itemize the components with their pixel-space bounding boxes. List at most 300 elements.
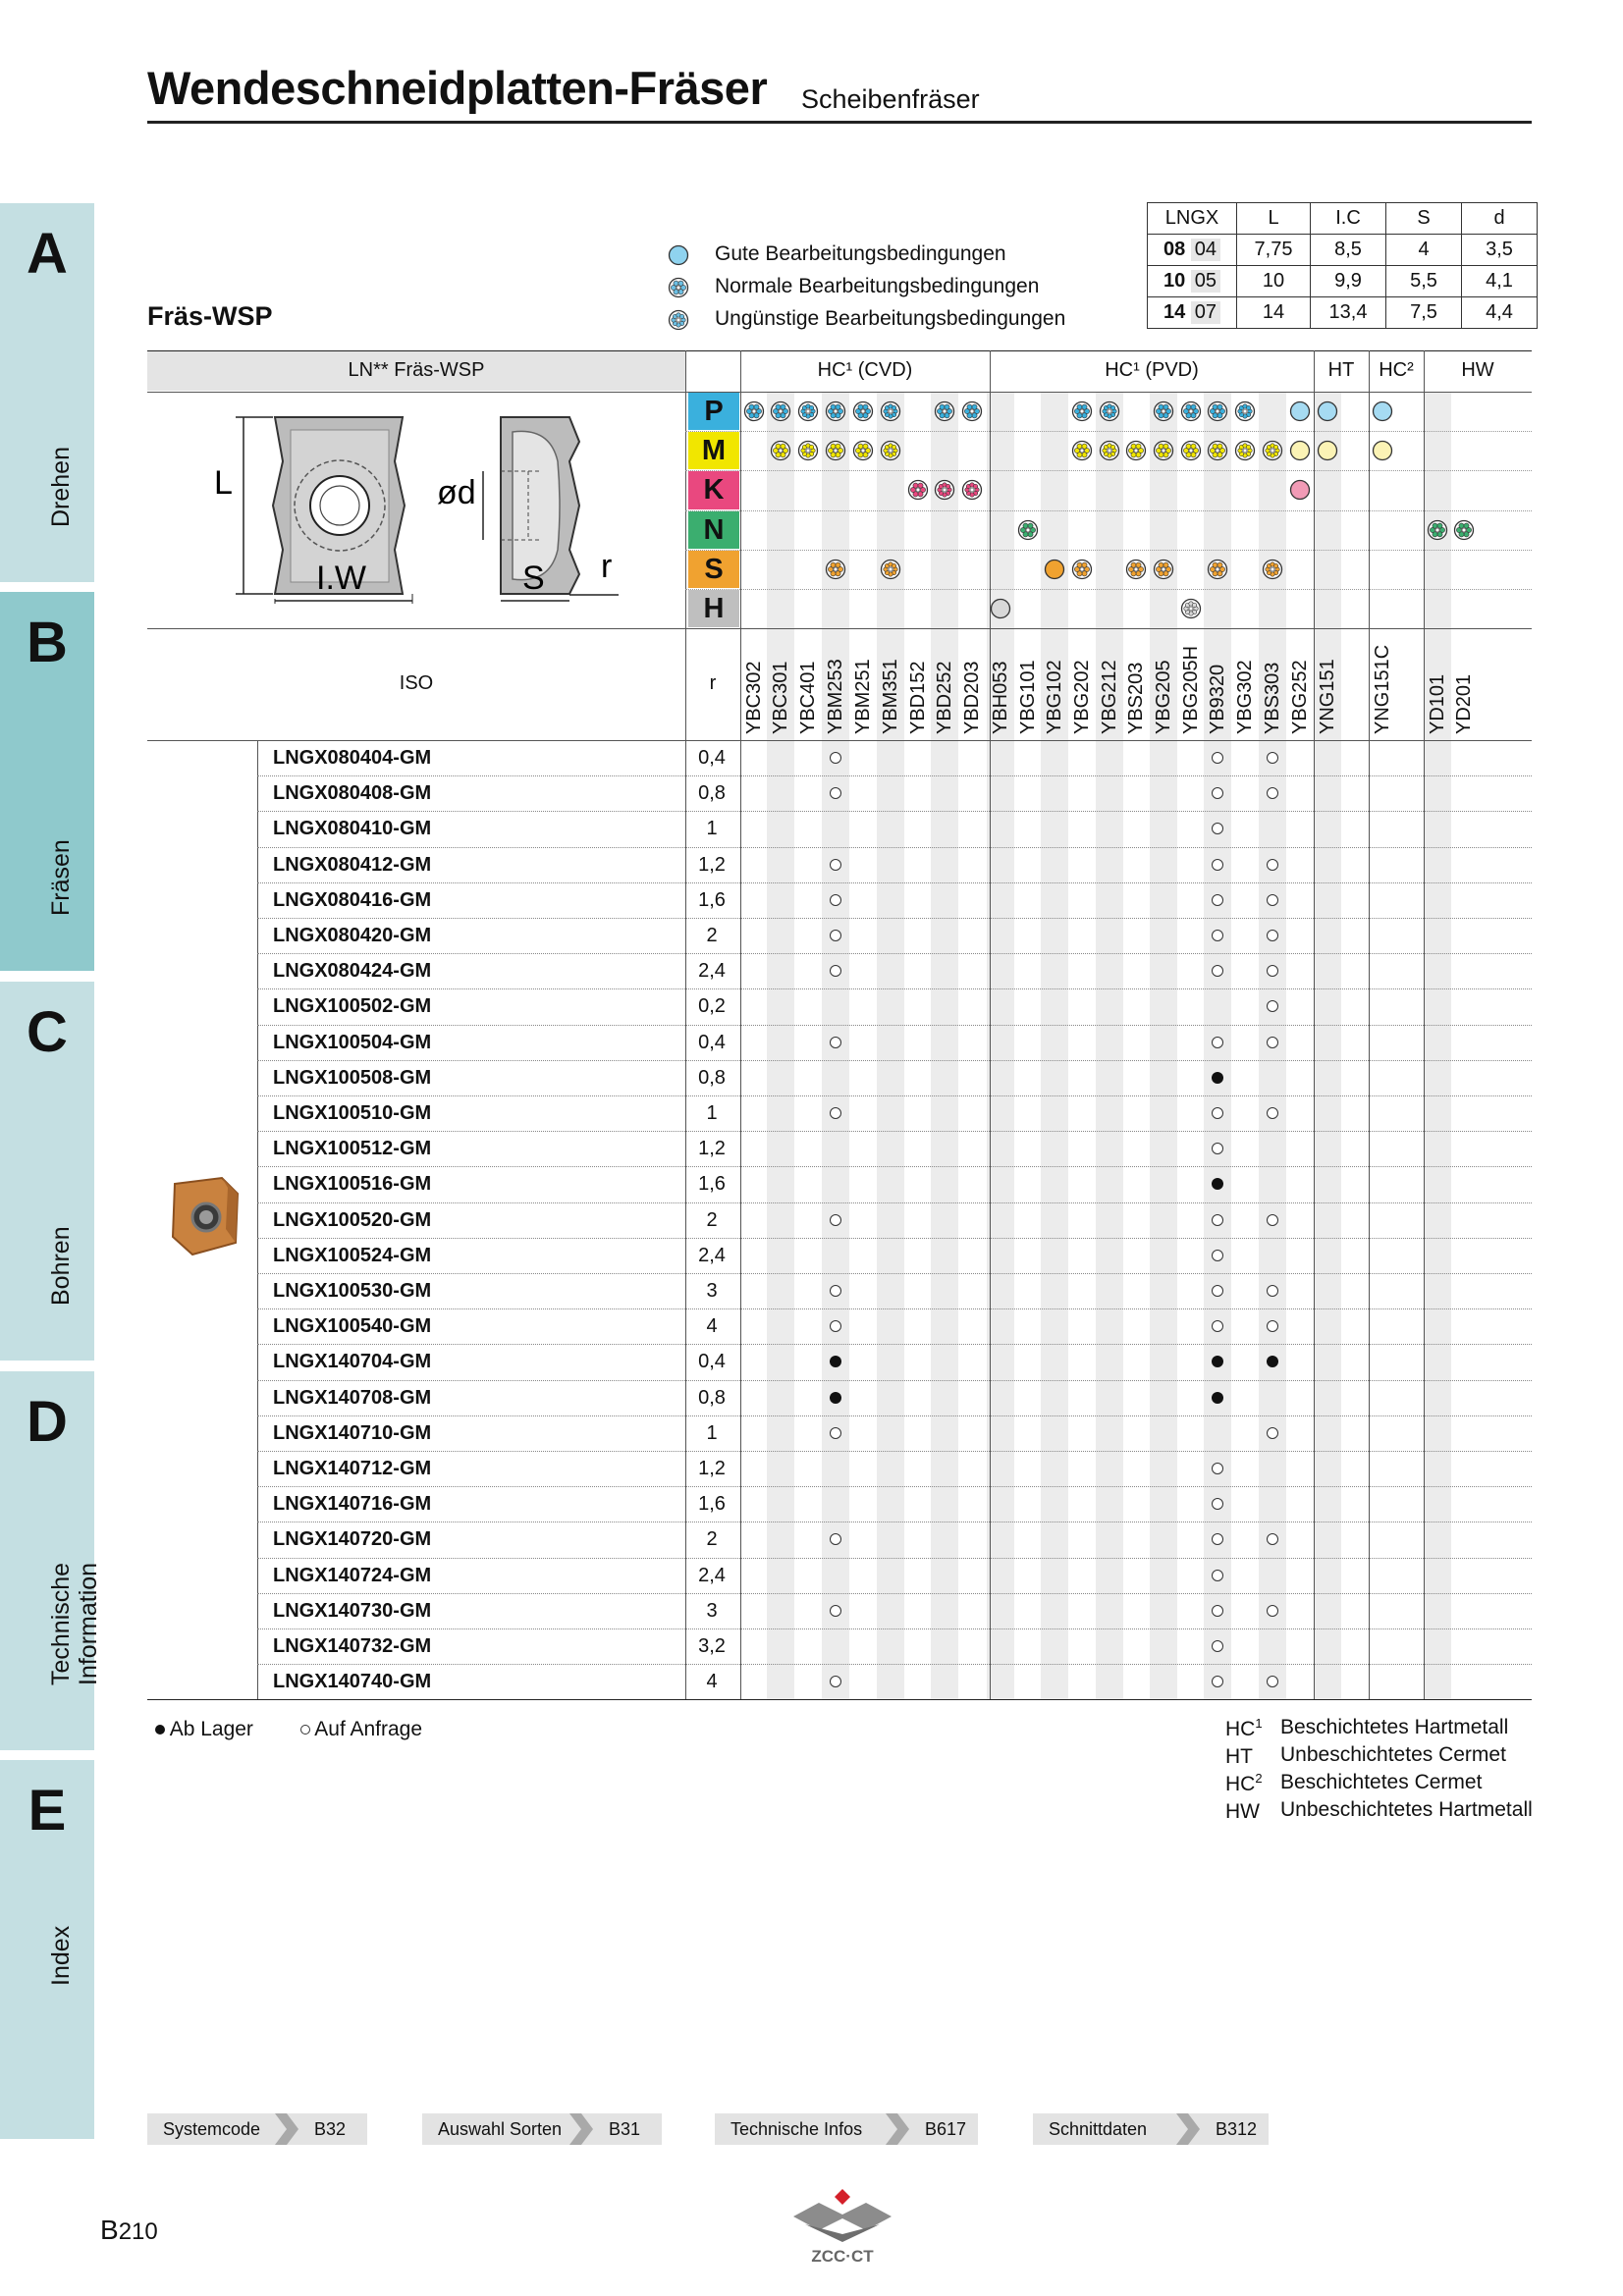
- side-tab-letter: D: [27, 1390, 68, 1454]
- iso-code: LNGX140710-GM: [273, 1421, 432, 1444]
- nav-link-3[interactable]: [1033, 2113, 1269, 2145]
- grade-group-header: [1369, 359, 1424, 382]
- request-dot-icon: [1267, 1107, 1278, 1119]
- request-dot-icon: [830, 1037, 841, 1048]
- flower-bad-icon: [934, 479, 955, 501]
- material-rule: [685, 550, 1532, 551]
- corner-radius: 2: [706, 1208, 718, 1231]
- legend-request-label: Auf Anfrage: [314, 1718, 423, 1740]
- dims-cell: 9,9: [1311, 266, 1386, 297]
- stock-dot-icon: [1212, 1072, 1223, 1084]
- column-shade: [931, 392, 958, 1699]
- dims-cell: 4,1: [1462, 266, 1538, 297]
- material-legend-code: [1225, 1771, 1263, 1796]
- nav-ref: B312: [1216, 2119, 1258, 2139]
- corner-radius: 2: [706, 1528, 718, 1551]
- chevron-right-icon: [884, 2113, 909, 2145]
- row-rule: [257, 1095, 1532, 1096]
- dims-header: L: [1237, 203, 1311, 235]
- request-dot-icon: [1267, 930, 1278, 941]
- request-dot-icon: [1267, 752, 1278, 764]
- grade-group-label: HC²: [1379, 359, 1414, 381]
- request-dot-icon: [1212, 1214, 1223, 1226]
- request-dot-icon: [830, 930, 841, 941]
- grade-name: YBG205: [1153, 660, 1174, 734]
- table-rule: [147, 628, 1532, 629]
- dims-code-thickness: 07: [1191, 301, 1220, 324]
- flower-bad-icon: [797, 440, 819, 461]
- grade-name: YBG102: [1044, 660, 1065, 734]
- stock-dot-icon: [830, 1392, 841, 1404]
- flower-normal-icon: [1071, 559, 1093, 580]
- corner-radius: 1,6: [698, 888, 726, 911]
- request-dot-icon: [1267, 894, 1278, 906]
- corner-radius: 2,4: [698, 1564, 726, 1586]
- request-dot-icon: [1267, 1285, 1278, 1297]
- flower-normal-icon: [961, 400, 983, 422]
- material-legend-text: Beschichtetes Cermet: [1280, 1771, 1483, 1793]
- flower-normal-icon: [1125, 440, 1147, 461]
- corner-radius: 0,4: [698, 747, 726, 769]
- grade-name: YBM251: [852, 659, 874, 734]
- nav-ref: B617: [925, 2119, 967, 2139]
- material-s: S: [688, 551, 739, 588]
- request-dot-icon: [1212, 1605, 1223, 1617]
- nav-link-0[interactable]: [147, 2113, 367, 2145]
- side-tab-letter: A: [27, 222, 68, 286]
- flower-bad-icon: [797, 400, 819, 422]
- dims-header: LNGX: [1148, 203, 1237, 235]
- iso-code: LNGX100504-GM: [273, 1031, 432, 1053]
- circle-good-icon: [1372, 400, 1393, 422]
- iso-code: LNGX100520-GM: [273, 1208, 432, 1231]
- row-rule: [257, 1308, 1532, 1309]
- grade-name: YBM253: [825, 659, 846, 734]
- iso-code: LNGX100508-GM: [273, 1066, 432, 1089]
- dims-cell: 4: [1386, 235, 1462, 266]
- insert-photo-icon: [167, 1174, 245, 1258]
- material-legend-sup: 2: [1255, 1771, 1263, 1786]
- request-dot-icon: [1212, 930, 1223, 941]
- insert-drawing: [196, 402, 648, 618]
- corner-radius: 1,2: [698, 1138, 726, 1160]
- iso-code: LNGX140708-GM: [273, 1386, 432, 1409]
- flower-bad-icon: [1099, 440, 1120, 461]
- iso-code: LNGX100510-GM: [273, 1102, 432, 1124]
- grade-name: YBC301: [770, 661, 791, 734]
- material-legend-abbr: HC: [1225, 1773, 1256, 1795]
- row-rule: [257, 1202, 1532, 1203]
- request-dot-icon: [830, 1285, 841, 1297]
- grade-name: YBS203: [1125, 662, 1147, 734]
- material-n: N: [688, 511, 739, 549]
- flower-normal-icon: [907, 479, 929, 501]
- corner-radius: 0,8: [698, 782, 726, 805]
- corner-radius: 1,6: [698, 1493, 726, 1516]
- flower-bad-icon: [1234, 440, 1256, 461]
- iso-code: LNGX140712-GM: [273, 1458, 432, 1479]
- table-rule: [147, 1699, 1532, 1700]
- grade-name: YBD203: [961, 661, 983, 734]
- iso-code: LNGX080412-GM: [273, 853, 432, 876]
- r-header: r: [709, 672, 717, 694]
- filled-dot-icon: [155, 1725, 165, 1735]
- iso-code: LNGX140720-GM: [273, 1528, 432, 1551]
- flower-normal-icon: [1207, 559, 1228, 580]
- corner-radius: 1,6: [698, 1173, 726, 1196]
- flower-normal-icon: [825, 400, 846, 422]
- corner-radius: 0,4: [698, 1351, 726, 1373]
- grade-name: YD201: [1453, 673, 1475, 734]
- iso-code: LNGX140732-GM: [273, 1635, 432, 1657]
- circle-good-icon: [1317, 440, 1338, 461]
- iso-code: LNGX080424-GM: [273, 960, 432, 983]
- table-rule: [147, 740, 1532, 741]
- iso-code: LNGX080404-GM: [273, 747, 432, 769]
- grade-group-header: [990, 359, 1314, 382]
- dims-cell: 13,4: [1311, 297, 1386, 329]
- circle-good-icon: [990, 598, 1011, 619]
- legend-text: Ungünstige Bearbeitungsbedingungen: [715, 307, 1066, 330]
- row-rule: [257, 882, 1532, 883]
- drawing-label-s: S: [522, 560, 545, 597]
- row-rule: [257, 1344, 1532, 1345]
- drawing-label-l: L: [214, 464, 233, 502]
- material-legend-code: [1225, 1716, 1263, 1741]
- request-dot-icon: [1212, 1250, 1223, 1261]
- column-shade: [767, 392, 794, 1699]
- corner-radius: 4: [706, 1315, 718, 1338]
- flower-normal-icon: [1125, 559, 1147, 580]
- flower-normal-icon: [1017, 519, 1039, 541]
- material-legend-text: Beschichtetes Hartmetall: [1280, 1716, 1509, 1738]
- side-tab-letter: B: [27, 611, 68, 674]
- request-dot-icon: [1212, 894, 1223, 906]
- iso-code: LNGX140740-GM: [273, 1671, 432, 1693]
- dims-cell: 4,4: [1462, 297, 1538, 329]
- material-legend-abbr: HW: [1225, 1800, 1260, 1823]
- material-rule: [685, 470, 1532, 471]
- corner-radius: 1,2: [698, 853, 726, 876]
- flower-bad-icon: [1180, 598, 1202, 619]
- table-vline: [257, 740, 258, 1699]
- request-dot-icon: [830, 1214, 841, 1226]
- dims-cell: 8,5: [1311, 235, 1386, 266]
- flower-normal-icon: [1153, 440, 1174, 461]
- corner-radius: 0,8: [698, 1386, 726, 1409]
- chevron-right-icon: [568, 2113, 593, 2145]
- corner-radius: 0,8: [698, 1066, 726, 1089]
- request-dot-icon: [1267, 1427, 1278, 1439]
- grade-name: YBC401: [797, 661, 819, 734]
- legend-text: Normale Bearbeitungsbedingungen: [715, 275, 1040, 297]
- insert-side-view-icon: [483, 417, 619, 601]
- request-dot-icon: [1212, 1640, 1223, 1652]
- flower-normal-icon: [1427, 519, 1448, 541]
- dims-cell: 7,75: [1237, 235, 1311, 266]
- side-tab-label: Index: [47, 1925, 75, 1986]
- chevron-right-icon: [273, 2113, 298, 2145]
- flower-normal-icon: [743, 400, 765, 422]
- material-legend-code: [1225, 1798, 1260, 1824]
- grade-name: YBG101: [1017, 660, 1039, 734]
- material-p: P: [688, 393, 739, 430]
- flower-normal-icon: [1207, 400, 1228, 422]
- grade-name: YNG151: [1317, 659, 1338, 734]
- grade-group-header: [1424, 359, 1532, 382]
- row-rule: [257, 918, 1532, 919]
- flower-normal-icon: [1071, 440, 1093, 461]
- grade-name: YBD152: [907, 661, 929, 734]
- dims-cell: 5,5: [1386, 266, 1462, 297]
- request-dot-icon: [1212, 752, 1223, 764]
- column-shade: [1150, 392, 1177, 1699]
- corner-radius: 1: [706, 818, 718, 840]
- flower-normal-icon: [1153, 559, 1174, 580]
- grade-group-label: HW: [1461, 359, 1494, 381]
- row-rule: [257, 988, 1532, 989]
- request-dot-icon: [1267, 1214, 1278, 1226]
- dims-code-size: 08: [1163, 239, 1186, 260]
- corner-radius: 1,2: [698, 1458, 726, 1479]
- column-shade: [877, 392, 904, 1699]
- row-rule: [257, 1380, 1532, 1381]
- request-dot-icon: [830, 1605, 841, 1617]
- column-shade: [1096, 392, 1123, 1699]
- flower-bad-icon: [1234, 400, 1256, 422]
- material-legend-code: [1225, 1743, 1253, 1769]
- iso-code: LNGX100524-GM: [273, 1244, 432, 1266]
- grade-group-header: [740, 359, 990, 382]
- row-rule: [257, 1558, 1532, 1559]
- material-k: K: [688, 471, 739, 508]
- row-rule: [257, 811, 1532, 812]
- flower-bad-icon: [1262, 440, 1283, 461]
- flower-bad-icon: [880, 559, 901, 580]
- legend-stock-label: Ab Lager: [169, 1718, 253, 1740]
- material-legend-sup: 1: [1255, 1716, 1263, 1731]
- material-rule: [685, 589, 1532, 590]
- flower-bad-icon: [880, 440, 901, 461]
- iso-header: ISO: [399, 672, 434, 694]
- legend-text: Gute Bearbeitungsbedingungen: [715, 242, 1006, 265]
- corner-radius: 1: [706, 1421, 718, 1444]
- dims-header: I.C: [1311, 203, 1386, 235]
- request-dot-icon: [1267, 1605, 1278, 1617]
- material-legend-text: Unbeschichtetes Cermet: [1280, 1743, 1506, 1766]
- request-dot-icon: [830, 752, 841, 764]
- flower-normal-icon: [825, 559, 846, 580]
- table-rule: [147, 350, 1532, 351]
- row-rule: [257, 953, 1532, 954]
- iso-code: LNGX140724-GM: [273, 1564, 432, 1586]
- material-legend-abbr: HT: [1225, 1745, 1253, 1768]
- iso-code: LNGX140730-GM: [273, 1599, 432, 1622]
- grade-name: YNG151C: [1372, 644, 1393, 734]
- table-rule: [147, 392, 1532, 393]
- grade-name: YB9320: [1207, 664, 1228, 734]
- grade-group-label: HC¹ (PVD): [1105, 359, 1199, 381]
- nav-ref: B31: [609, 2119, 641, 2139]
- grade-name: YBG302: [1234, 660, 1256, 734]
- circle-good-icon: [1317, 400, 1338, 422]
- iso-code: LNGX100502-GM: [273, 995, 432, 1018]
- row-rule: [257, 775, 1532, 776]
- row-rule: [257, 1060, 1532, 1061]
- zcc-ct-logo: [785, 2187, 899, 2266]
- drawing-label-iw: I.W: [316, 560, 366, 597]
- grade-name: YBG212: [1099, 660, 1120, 734]
- material-rule: [685, 431, 1532, 432]
- iso-code: LNGX100516-GM: [273, 1173, 432, 1196]
- row-rule: [257, 1415, 1532, 1416]
- iso-code: LNGX080420-GM: [273, 925, 432, 946]
- corner-radius: 3,2: [698, 1635, 726, 1657]
- column-shade: [1041, 392, 1068, 1699]
- flower-normal-icon: [852, 440, 874, 461]
- dims-code-size: 14: [1163, 301, 1186, 323]
- page-title: Wendeschneidplatten-Fräser: [147, 62, 768, 114]
- circle-good-icon: [1289, 400, 1311, 422]
- dims-header: d: [1462, 203, 1538, 235]
- request-dot-icon: [830, 1427, 841, 1439]
- flower-bad-icon: [961, 479, 983, 501]
- side-tab-label: Drehen: [47, 447, 75, 527]
- page-number: [100, 2215, 158, 2246]
- corner-radius: 2: [706, 925, 718, 946]
- iso-code: LNGX080408-GM: [273, 782, 432, 805]
- flower-bad-icon: [1262, 559, 1283, 580]
- flower-normal-icon: [934, 400, 955, 422]
- request-dot-icon: [830, 894, 841, 906]
- iso-code: LNGX100540-GM: [273, 1315, 432, 1338]
- corner-radius: 4: [706, 1671, 718, 1693]
- material-rule: [685, 510, 1532, 511]
- row-rule: [257, 1451, 1532, 1452]
- flower-normal-icon: [1180, 440, 1202, 461]
- side-tab-letter: C: [27, 1000, 68, 1064]
- flower-normal-icon: [770, 440, 791, 461]
- row-rule: [257, 1664, 1532, 1665]
- request-dot-icon: [1212, 1107, 1223, 1119]
- material-h: H: [688, 590, 739, 627]
- column-shade: [987, 392, 1014, 1699]
- request-dot-icon: [1212, 1037, 1223, 1048]
- corner-radius: 3: [706, 1599, 718, 1622]
- dims-code-thickness: 05: [1191, 270, 1220, 293]
- circle-good-icon: [1372, 440, 1393, 461]
- chevron-right-icon: [1174, 2113, 1200, 2145]
- request-dot-icon: [1212, 1570, 1223, 1581]
- nav-link-2[interactable]: [715, 2113, 978, 2145]
- row-rule: [257, 1131, 1532, 1132]
- flower-normal-icon: [1180, 400, 1202, 422]
- circle-good-icon: [1289, 479, 1311, 501]
- flower-normal-icon: [852, 400, 874, 422]
- dims-cell: 7,5: [1386, 297, 1462, 329]
- iso-code: LNGX140716-GM: [273, 1493, 432, 1516]
- grade-name: YBG252: [1289, 660, 1311, 734]
- row-rule: [257, 1025, 1532, 1026]
- drawing-label-r: r: [601, 548, 613, 585]
- row-rule: [257, 1238, 1532, 1239]
- nav-link-1[interactable]: [422, 2113, 662, 2145]
- side-tab-label: Technische Information: [47, 1562, 102, 1685]
- request-dot-icon: [1212, 1463, 1223, 1474]
- flower-normal-icon: [1207, 440, 1228, 461]
- grade-name: YBG202: [1071, 660, 1093, 734]
- dims-cell: 10: [1237, 266, 1311, 297]
- iso-code: LNGX100530-GM: [273, 1280, 432, 1302]
- dims-code-thickness: 04: [1191, 239, 1220, 261]
- row-rule: [257, 847, 1532, 848]
- nav-label: Schnittdaten: [1049, 2119, 1148, 2139]
- stock-dot-icon: [1212, 1392, 1223, 1404]
- grade-name: YBG205H: [1180, 645, 1202, 734]
- iso-code: LNGX100512-GM: [273, 1138, 432, 1160]
- material-legend-abbr: HC: [1225, 1718, 1256, 1740]
- grade-group-header: [1314, 359, 1369, 382]
- iso-code: LNGX080410-GM: [273, 818, 432, 840]
- side-tab-label: Bohren: [47, 1226, 75, 1306]
- iso-code: LNGX140704-GM: [273, 1351, 432, 1373]
- drawing-label-d: ød: [437, 474, 476, 511]
- grade-name: YBD252: [934, 661, 955, 734]
- side-tab-letter: E: [27, 1779, 67, 1842]
- request-dot-icon: [1267, 1037, 1278, 1048]
- row-rule: [257, 1273, 1532, 1274]
- grade-group-label: HT: [1327, 359, 1355, 381]
- corner-radius: 0,2: [698, 995, 726, 1018]
- flower-bad-icon: [880, 400, 901, 422]
- corner-radius: 0,4: [698, 1031, 726, 1053]
- circle-good-icon: [1044, 559, 1065, 580]
- column-shade: [1424, 392, 1451, 1699]
- row-rule: [257, 1166, 1532, 1167]
- flower-normal-icon: [825, 440, 846, 461]
- row-rule: [257, 1486, 1532, 1487]
- corner-radius: 3: [706, 1280, 718, 1302]
- iso-code: LNGX080416-GM: [273, 888, 432, 911]
- grade-name: YBC302: [743, 661, 765, 734]
- nav-label: Systemcode: [163, 2119, 261, 2139]
- request-dot-icon: [1212, 859, 1223, 871]
- request-dot-icon: [1267, 859, 1278, 871]
- open-dot-icon: [300, 1725, 310, 1735]
- dims-code-size: 10: [1163, 270, 1186, 292]
- corner-radius: 2,4: [698, 1244, 726, 1266]
- page-number-value: 210: [118, 2218, 158, 2245]
- grade-name: YD101: [1427, 673, 1448, 734]
- material-legend-text: Unbeschichtetes Hartmetall: [1280, 1798, 1533, 1821]
- flower-normal-icon: [1153, 400, 1174, 422]
- page-prefix: B: [100, 2215, 119, 2245]
- request-dot-icon: [830, 859, 841, 871]
- section-label: Fräs-WSP: [147, 301, 273, 331]
- dims-cell: 14: [1237, 297, 1311, 329]
- table-header-left: LN** Fräs-WSP: [348, 359, 485, 381]
- request-dot-icon: [1212, 1285, 1223, 1297]
- grade-name: YBH053: [990, 661, 1011, 734]
- flower-normal-icon: [1071, 400, 1093, 422]
- flower-bad-icon: [1099, 400, 1120, 422]
- row-rule: [257, 1593, 1532, 1594]
- grade-group-label: HC¹ (CVD): [817, 359, 913, 381]
- nav-label: Technische Infos: [730, 2119, 863, 2139]
- circle-good-icon: [1289, 440, 1311, 461]
- material-m: M: [688, 432, 739, 469]
- column-shade: [1314, 392, 1341, 1699]
